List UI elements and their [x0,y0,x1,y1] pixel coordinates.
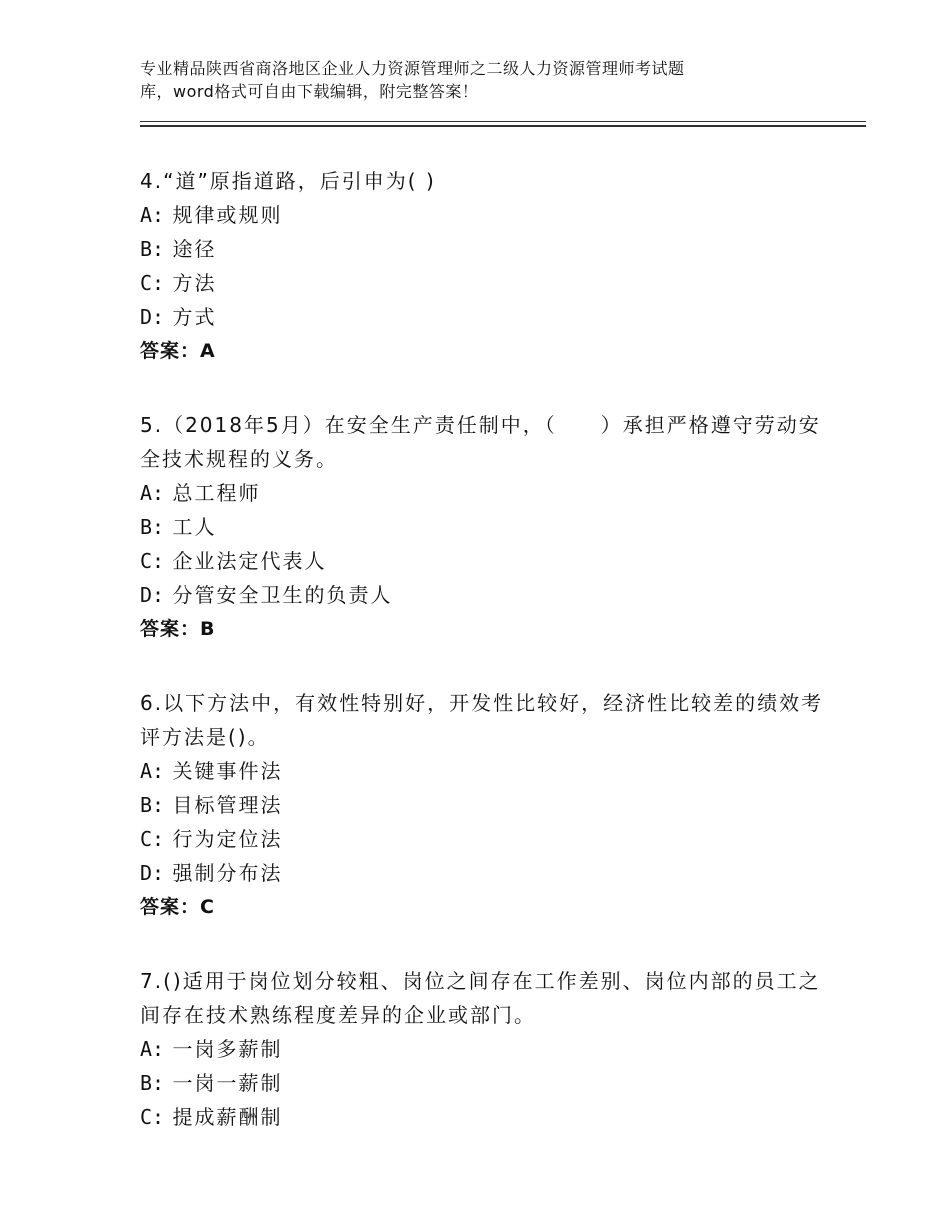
answer-label: 答案： [140,340,201,362]
option-letter: C: [140,1105,165,1129]
option-b [140,510,840,544]
option-letter: C: [140,549,165,573]
option-text: 关键事件法 [172,759,283,783]
answer-value: B [200,618,216,640]
question-stem: 5.（2018年5月）在安全生产责任制中，（ ）承担严格遵守劳动安全技术规程的义务。 [140,413,821,471]
question-4 [140,164,840,368]
answer-line [140,612,840,646]
option-a [140,476,840,510]
option-text: 规律或规则 [172,203,283,227]
option-text: 总工程师 [172,481,261,505]
option-letter: C: [140,271,165,295]
option-a [140,754,840,788]
option-a [140,198,840,232]
answer-line [140,334,840,368]
header-title-line-2: 库，word格式可自由下载编辑，附完整答案！ [140,82,479,101]
option-text: 方式 [172,305,217,329]
option-letter: D: [140,583,165,607]
option-a [140,1032,840,1066]
answer-value: C [200,896,215,918]
option-letter: A: [140,203,165,227]
question-7 [140,964,840,1134]
header-divider-top [140,121,866,122]
option-text: 行为定位法 [172,827,283,851]
question-stem: 4.“道”原指道路，后引申为( ) [140,169,436,193]
question-stem: 6.以下方法中，有效性特别好，开发性比较好，经济性比较差的绩效考评方法是()。 [140,691,824,749]
header-title-line-1: 专业精品陕西省商洛地区企业人力资源管理师之二级人力资源管理师考试题 [140,59,685,78]
option-text: 一岗一薪制 [172,1071,283,1095]
option-b [140,788,840,822]
option-b [140,232,840,266]
answer-label: 答案： [140,896,201,918]
option-c [140,266,840,300]
option-letter: B: [140,515,165,539]
option-letter: A: [140,1037,165,1061]
option-text: 强制分布法 [172,861,283,885]
answer-line [140,890,840,924]
question-stem: 7.()适用于岗位划分较粗、岗位之间存在工作差别、岗位内部的员工之间存在技术熟练程度差异的企业或部门。 [140,969,821,1027]
answer-value: A [200,340,216,362]
option-letter: A: [140,481,165,505]
question-5 [140,408,840,646]
question-6 [140,686,840,924]
question-list [140,164,840,1174]
option-c [140,822,840,856]
option-text: 企业法定代表人 [172,549,327,573]
option-letter: D: [140,861,165,885]
header-divider-bottom [140,125,866,127]
option-text: 分管安全卫生的负责人 [172,583,393,607]
option-letter: A: [140,759,165,783]
option-text: 目标管理法 [172,793,283,817]
option-text: 途径 [172,237,217,261]
option-letter: D: [140,305,165,329]
option-d [140,300,840,334]
option-c [140,1100,840,1134]
option-c [140,544,840,578]
option-b [140,1066,840,1100]
option-letter: B: [140,1071,165,1095]
option-d [140,578,840,612]
document-header [140,57,840,103]
option-letter: C: [140,827,165,851]
answer-label: 答案： [140,618,201,640]
option-letter: B: [140,793,165,817]
option-d [140,856,840,890]
option-letter: B: [140,237,165,261]
option-text: 方法 [172,271,217,295]
option-text: 一岗多薪制 [172,1037,283,1061]
option-text: 提成薪酬制 [172,1105,283,1129]
option-text: 工人 [172,515,217,539]
